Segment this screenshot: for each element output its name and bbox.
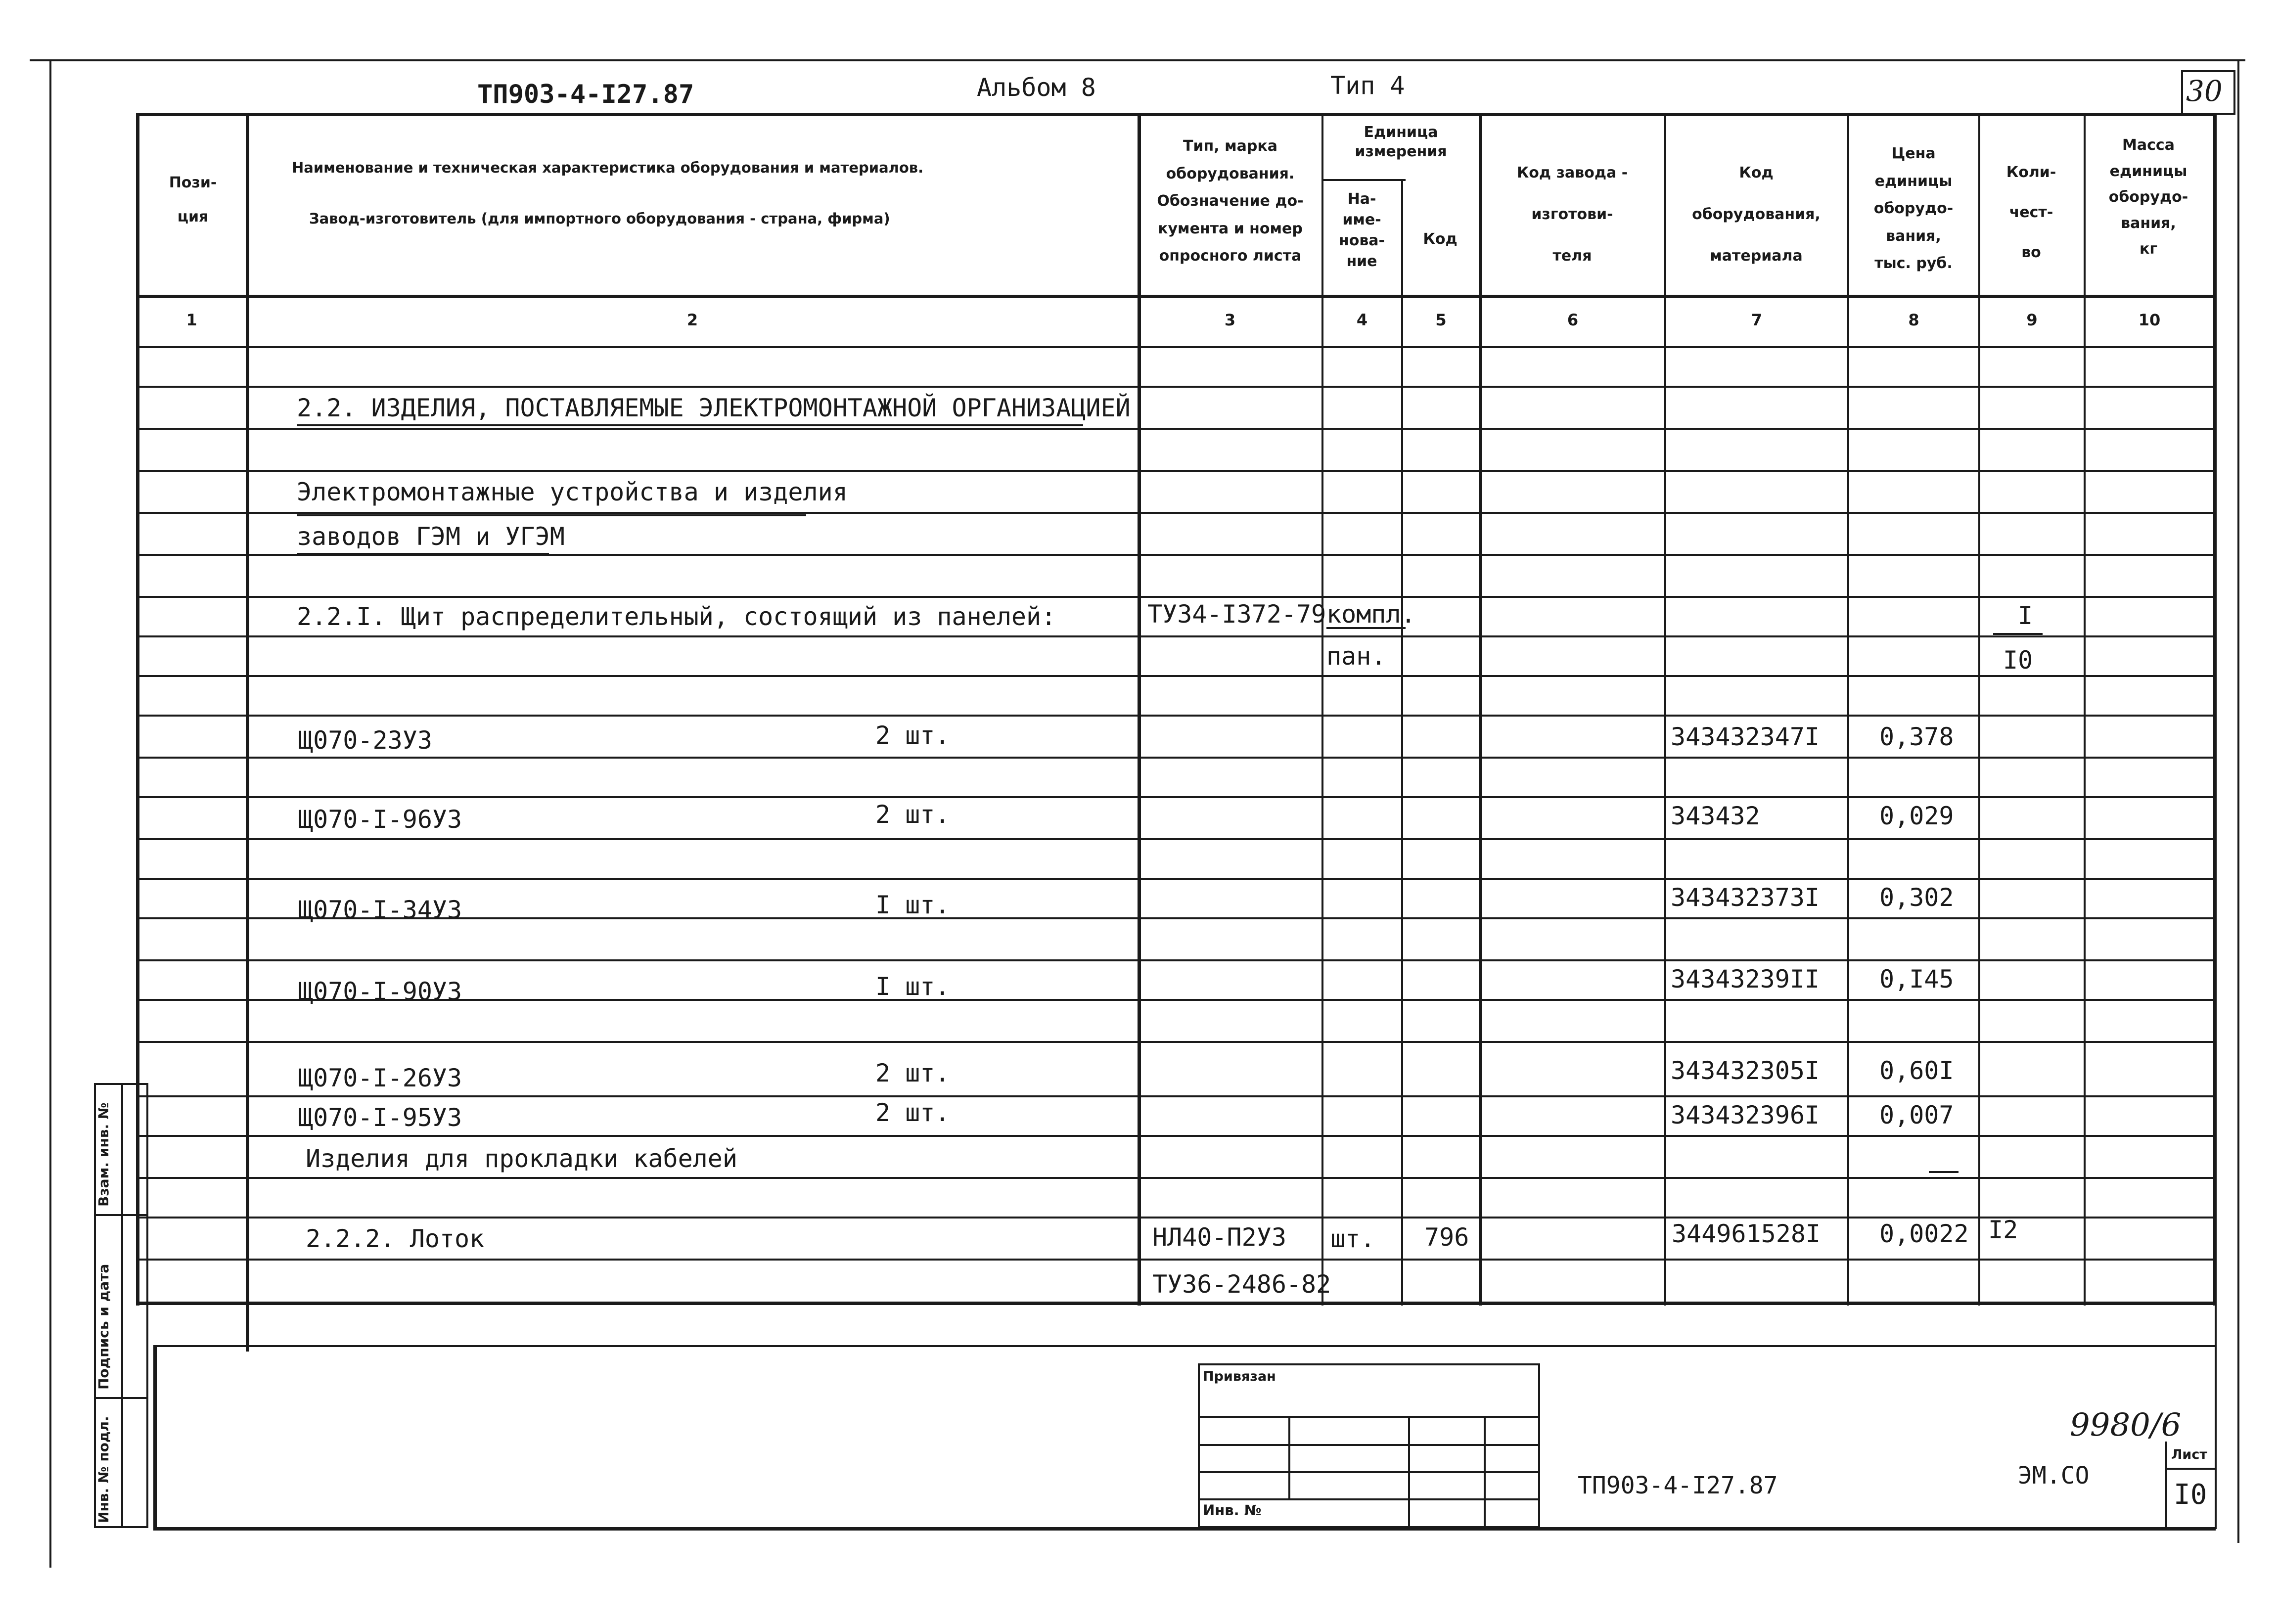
panel-price: 0,302 [1879,883,1954,912]
col-number: 3 [1224,311,1236,329]
panel-price: 0,378 [1879,722,1954,751]
col-number: 5 [1435,311,1447,329]
panel-code: 343432373I [1671,883,1820,912]
side-label-podpis: Подпись и дата [95,1263,112,1390]
tray-doc1: НЛ40-П2УЗ [1152,1223,1286,1252]
col-number: 2 [686,311,698,329]
panel-count: I шт. [875,891,950,919]
panel-code: 343432396I [1671,1101,1820,1129]
col-number: 9 [2026,311,2038,329]
col-header-type: Тип, марка оборудования. Обозначение до- кумента и номер опросного листа [1157,137,1304,265]
col-header-name-line2: Завод-изготовитель (для импортного оборудования - страна, фирма) [309,210,890,227]
panel-price: 0,I45 [1879,965,1954,993]
shield-qty1: I [2018,601,2033,630]
header-type: Тип 4 [1330,71,1405,100]
section-title: 2.2. ИЗДЕЛИЯ, ПОСТАВЛЯЕМЫЕ ЭЛЕКТРОМОНТАЖНОЙ ОРГАНИЗАЦИЕЙ [297,394,1131,422]
col-number: 8 [1908,311,1919,329]
col-header-unit-code: Код [1423,230,1458,248]
side-label-inv-podl: Инв. № подл. [95,1416,112,1523]
panel-name: Щ070-23УЗ [298,726,432,755]
tray-qty: I2 [1988,1216,2018,1244]
stamp-doc-code: ТП903-4-I27.87 [1578,1472,1778,1499]
stamp-sheet-code: ЭМ.СО [2018,1462,2090,1489]
shield-unit2: пан. [1326,642,1386,671]
panel-price: 0,60I [1879,1056,1954,1085]
col-header-price: Цена единицы оборудо- вания, тыс. руб. [1873,145,1954,272]
tray-unit: шт. [1330,1224,1375,1253]
col-header-equipment-code: Код оборудования, материала [1692,164,1821,265]
col-header-quantity: Коли- чест- во [2006,164,2056,261]
col-number: 1 [186,311,197,329]
panel-count: 2 шт. [875,800,950,829]
col-header-maker-code: Код завода - изготови- теля [1516,164,1628,265]
col-header-mass: Масса единицы оборудо- вания, кг [2108,136,2188,258]
tray-doc2: ТУ36-2486-82 [1152,1270,1331,1299]
header-album: Альбом 8 [977,73,1096,102]
col-header-unit-group: Единица измерения [1355,124,1447,160]
tray-price: 0,0022 [1879,1219,1969,1248]
shield-doc: ТУ34-I372-79 [1147,600,1326,629]
panel-code: 34343239II [1671,965,1820,993]
page-number: 30 [2186,74,2223,108]
col-header-name-line1: Наименование и техническая характеристика оборудования и материалов. [292,159,924,176]
col-number: 4 [1356,311,1368,329]
panel-name: Щ070-I-26УЗ [298,1064,462,1092]
panel-price: 0,007 [1879,1101,1954,1129]
sheet-label: Лист [2171,1447,2207,1462]
binding-stamp-label: Привязан [1203,1369,1276,1384]
shield-qty2: I0 [2003,646,2033,675]
col-number: 10 [2138,311,2161,329]
panel-count: 2 шт. [875,1059,950,1087]
section-title-underline [297,424,1083,426]
panel-count: I шт. [875,972,950,1001]
header-doc-code: ТП903-4-I27.87 [477,80,694,109]
panel-code: 343432347I [1671,722,1820,751]
stamp-inv-no: Инв. № [1203,1502,1262,1519]
panel-name: Щ070-I-95УЗ [298,1103,462,1132]
shield-unit1: компл. [1326,600,1416,629]
handwritten-number: 9980/6 [2070,1407,2182,1444]
col-header-position: Пози- ция [169,174,217,226]
sheet-number: I0 [2174,1479,2207,1511]
panel-price: 0,029 [1879,802,1954,830]
tray-name: 2.2.2. Лоток [306,1224,485,1253]
side-label-vzam: Взам. инв. № [95,1102,112,1207]
col-number: 7 [1751,311,1763,329]
subsection-line1: Электромонтажные устройства и изделия [297,478,848,506]
panel-code: 343432 [1671,802,1760,830]
panel-name: Щ070-I-96УЗ [298,805,462,834]
panel-name: Щ070-I-34УЗ [298,896,462,924]
tray-unit-code: 796 [1424,1223,1469,1252]
shield-name: 2.2.I. Щит распределительный, состоящий из панелей: [297,602,1056,631]
panel-count: 2 шт. [875,1098,950,1127]
panel-count: 2 шт. [875,721,950,750]
subsection-line2: заводов ГЭМ и УГЭМ [297,522,565,551]
table-top-border [136,113,2213,116]
col-number: 6 [1567,311,1579,329]
panel-name: Щ070-I-90УЗ [298,977,462,1006]
cable-heading: Изделия для прокладки кабелей [306,1144,737,1173]
col-header-unit-name: На- име- нова- ние [1338,190,1385,270]
tray-code: 344961528I [1672,1219,1821,1248]
panel-code: 343432305I [1671,1056,1820,1085]
